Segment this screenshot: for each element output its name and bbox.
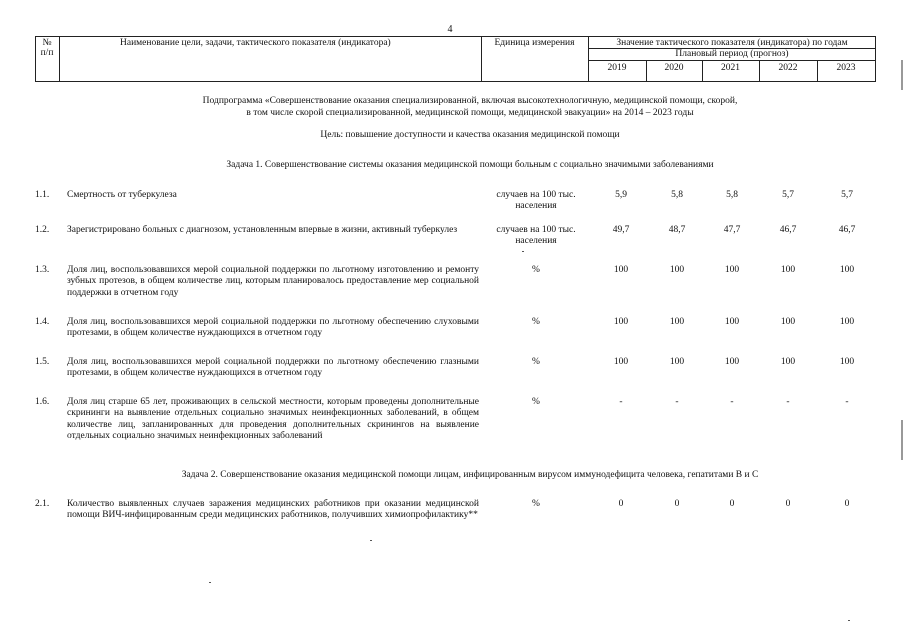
- header-border-bottom: [35, 81, 876, 82]
- col-divider: [59, 36, 60, 82]
- row-indicator-name: Количество выявленных случаев заражения медицинских работников при оказании медицинской помощи ВИЧ-инфицированным среди медицинских работников, получивших химиопрофилактику**: [67, 499, 479, 521]
- header-value: Значение тактического показателя (индикатора) по годам: [616, 38, 848, 48]
- row-number: 1.4.: [35, 317, 50, 327]
- row-indicator-name: Доля лиц старше 65 лет, проживающих в сельской местности, которым проведены дополнительные скрининги на выявление отдельных социально значимых неинфекционных заболеваний, в общем количестве лиц, запланированных для проведения дополнительных скринингов на выявление отдельных социально значимых неинфекционных заболеваний: [67, 397, 479, 441]
- row-number: 1.5.: [35, 357, 50, 367]
- row-indicator-name: Доля лиц, воспользовавшихся мерой социальной поддержки по льготному обеспечению глазными протезами, в общем количестве нуждающихся в отчетном году: [67, 357, 479, 379]
- row-value-2021: 5,8: [726, 190, 738, 200]
- header-name: Наименование цели, задачи, тактического показателя (индикатора): [120, 38, 391, 48]
- row-value-2022: 100: [780, 357, 796, 367]
- subprogram-title-line2: в том числе скорой специализированной, медицинской помощи, медицинской эвакуации» на 2014 – 2023 годы: [246, 108, 694, 118]
- row-value-2023: 0: [844, 499, 850, 509]
- header-year: 2020: [664, 63, 684, 73]
- scan-speck: [370, 540, 372, 541]
- row-value-2020: -: [675, 397, 679, 407]
- row-value-2019: 100: [613, 357, 629, 367]
- header-num-sub: п/п: [40, 48, 54, 58]
- row-number: 1.6.: [35, 397, 50, 407]
- row-value-2022: 100: [780, 265, 796, 275]
- row-value-2022: 5,7: [782, 190, 794, 200]
- row-value-2023: -: [845, 397, 849, 407]
- scan-speck: [209, 582, 211, 583]
- header-plan: Плановый период (прогноз): [675, 49, 789, 59]
- row-value-2022: -: [786, 397, 790, 407]
- header-year: 2021: [721, 63, 740, 73]
- scan-speck: [522, 251, 524, 252]
- row-indicator-name: Доля лиц, воспользовавшихся мерой социальной поддержки по льготному обеспечению слуховыми протезами, в общем количестве нуждающихся в отчетном году: [67, 317, 479, 339]
- row-number: 2.1.: [35, 499, 50, 509]
- row-value-2020: 100: [669, 265, 685, 275]
- row-value-2020: 100: [669, 317, 685, 327]
- row-value-2021: 100: [724, 357, 740, 367]
- task1-heading: Задача 1. Совершенствование системы оказания медицинской помощи больным с социально значимыми заболеваниями: [226, 160, 714, 170]
- row-value-2019: 5,9: [615, 190, 627, 200]
- row-unit: %: [532, 499, 540, 509]
- header-num: №: [42, 38, 52, 48]
- row-value-2021: 47,7: [723, 225, 741, 235]
- row-number: 1.3.: [35, 265, 50, 275]
- scan-speck: [848, 620, 850, 621]
- row-divider: [588, 60, 876, 61]
- row-value-2019: 49,7: [612, 225, 630, 235]
- row-unit: случаев на 100 тыс. населения: [496, 225, 576, 246]
- row-value-2023: 100: [839, 357, 855, 367]
- row-value-2020: 48,7: [668, 225, 686, 235]
- row-value-2021: 100: [724, 265, 740, 275]
- row-value-2022: 0: [785, 499, 791, 509]
- goal-heading: Цель: повышение доступности и качества оказания медицинской помощи: [320, 130, 620, 140]
- header-year: 2019: [607, 63, 627, 73]
- row-value-2023: 5,7: [841, 190, 853, 200]
- row-value-2021: 100: [724, 317, 740, 327]
- scan-edge-mark: [901, 420, 903, 460]
- row-value-2019: -: [619, 397, 623, 407]
- header-year: 2023: [836, 63, 856, 73]
- row-unit: %: [532, 265, 540, 275]
- header-border-top: [35, 36, 876, 37]
- row-number: 1.2.: [35, 225, 50, 235]
- row-value-2023: 46,7: [838, 225, 856, 235]
- header-unit: Единица измерения: [494, 38, 575, 48]
- row-value-2019: 0: [618, 499, 624, 509]
- row-value-2023: 100: [839, 317, 855, 327]
- row-indicator-name: Зарегистрировано больных с диагнозом, установленным впервые в жизни, активный туберкулез: [67, 225, 458, 235]
- row-value-2020: 100: [669, 357, 685, 367]
- row-unit: %: [532, 397, 540, 407]
- row-value-2021: 0: [729, 499, 735, 509]
- row-value-2020: 0: [674, 499, 680, 509]
- row-value-2019: 100: [613, 265, 629, 275]
- scan-edge-mark: [901, 60, 903, 90]
- table-header: [35, 36, 876, 82]
- row-number: 1.1.: [35, 190, 50, 200]
- row-value-2022: 100: [780, 317, 796, 327]
- header-year: 2022: [778, 63, 798, 73]
- row-value-2022: 46,7: [779, 225, 797, 235]
- row-value-2019: 100: [613, 317, 629, 327]
- row-indicator-name: Доля лиц, воспользовавшихся мерой социальной поддержки по льготному изготовлению и ремонту зубных протезов, в общем количестве лиц, которым планировалось предоставление мер социальной поддержки в отчетном году: [67, 265, 479, 298]
- row-unit: %: [532, 317, 540, 327]
- subprogram-title-line1: Подпрограмма «Совершенствование оказания специализированной, включая высокотехнологичную, медицинской помощи, скорой,: [202, 96, 738, 106]
- row-value-2023: 100: [839, 265, 855, 275]
- row-unit: %: [532, 357, 540, 367]
- page-number: 4: [447, 24, 453, 35]
- row-unit: случаев на 100 тыс. населения: [496, 190, 576, 211]
- task2-heading: Задача 2. Совершенствование оказания медицинской помощи лицам, инфицированным вирусом иммунодефицита человека, гепатитами В и С: [181, 470, 759, 480]
- row-value-2020: 5,8: [671, 190, 683, 200]
- row-value-2021: -: [730, 397, 734, 407]
- row-indicator-name: Смертность от туберкулеза: [67, 190, 177, 200]
